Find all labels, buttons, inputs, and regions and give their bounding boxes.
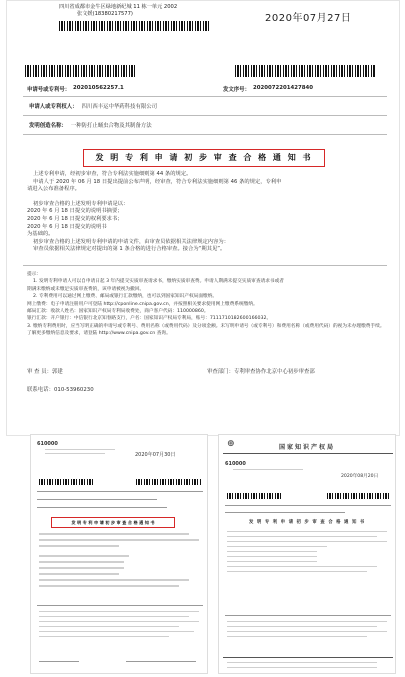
notice-title: 发 明 专 利 申 请 初 步 审 查 合 格 通 知 书: [249, 520, 366, 525]
text-line: [39, 561, 124, 563]
text-line: [39, 555, 129, 557]
invention-title-label: 发明创造名称：: [29, 123, 67, 129]
text-line: [39, 631, 194, 632]
notes-line: 2. 专利费用可以通过网上缴费、邮局或银行汇款缴纳，也可以到国家知识产权局面缴纳。: [33, 294, 218, 300]
text-line: [227, 631, 387, 632]
address-block: [59, 4, 244, 18]
org-name: 国家知识产权局: [279, 444, 336, 451]
text-line: [39, 616, 189, 617]
applicant-value: 四川西丰运中华药科技有限公司: [81, 104, 158, 110]
notes-line: 提示：: [27, 272, 42, 277]
application-no-label: 申请号或专利号：: [27, 87, 71, 93]
address-line: [233, 469, 303, 470]
notes-line: 邮局汇款：收款人姓名：国家知识产权局专利局收费处，商户客户代码：110000860。: [27, 309, 209, 315]
text-line: [227, 531, 387, 532]
text-line: [39, 533, 189, 535]
address-barcode: [59, 21, 209, 31]
title-row: [37, 507, 167, 508]
body-line: 审查员依据相关法律规定对提出的第 1 条合格的进行合格审查。接合为“期其见”。: [33, 246, 226, 253]
text-line: [227, 551, 317, 552]
body-line: [27, 194, 387, 201]
examiner-line: [39, 661, 79, 662]
doc-no: 2020072201427840: [253, 85, 314, 91]
text-line: [227, 566, 377, 567]
title-row: [29, 121, 152, 129]
barcode-right: [136, 479, 201, 485]
body-line: 申请人于 2020 年 06 月 18 日提出提前公布声明，经审查，符合专利法实施细则第 46 条的规定，专利申: [33, 178, 282, 185]
text-line: [227, 626, 377, 627]
footer-rule: [223, 657, 393, 658]
text-line: [39, 579, 189, 581]
applicant-row: [225, 512, 345, 513]
text-line: [227, 536, 377, 537]
department-line: [126, 661, 196, 662]
divider: [23, 134, 387, 135]
address-line: 张文媛(18380217577): [77, 11, 133, 17]
exam-department: 审查部门：专利审查协作北京中心初步审查部: [207, 369, 315, 375]
barcode-left: [25, 65, 135, 77]
number-row: [37, 491, 203, 492]
body-line: 2020 年 6 月 18 日提交的说明书: [27, 223, 107, 230]
text-line: [227, 636, 367, 637]
divider: [23, 115, 387, 116]
text-line: [227, 541, 387, 542]
notes-line: 了解更多缴纳信息及要求，请登陆 http://www.cnipa.gov.cn 查询。: [27, 331, 171, 337]
notes-line: 1. 发明专利申请人可以自申请日起 3 年内提交实质审查请求书，缴纳实质审查费。申请人期满未提交实质审查请求书或者: [33, 279, 284, 285]
barcode-right: [327, 493, 389, 499]
issue-date: 2020年07月27日: [265, 13, 352, 24]
text-line: [39, 626, 179, 627]
divider: [225, 615, 391, 616]
notes-block: [27, 271, 387, 338]
body-line: 2020 年 6 月 18 日提交的说明书摘要；: [27, 208, 123, 215]
applicant-row: [29, 102, 157, 110]
text-line: [39, 567, 124, 569]
contact-phone: 联系电话：010-53960230: [27, 387, 94, 393]
application-no: 202010562257.1: [73, 85, 124, 91]
text-line: [227, 556, 317, 557]
text-line: [227, 621, 387, 622]
notice-thumbnail-2: [218, 434, 396, 674]
footer-line: [227, 662, 377, 663]
postcode: 610000: [225, 461, 246, 467]
notes-line: 银行汇款：开户银行：中信银行北京知春路支行，户名：国家知识产权局专利局，账号：7111710182600166032。: [27, 316, 272, 322]
barcode-left: [39, 479, 94, 485]
address-line: 四川省成都市金牛区绿地新纪城 11 栋一单元 2002: [59, 4, 178, 10]
doc-no-label: 发文序号：: [223, 87, 250, 93]
footer-line: [227, 667, 377, 668]
postcode: 610000: [37, 441, 58, 447]
applicant-row: [37, 499, 157, 500]
invention-title-value: 一种防打止蛹虫合物及其制备方法: [70, 123, 152, 129]
divider: [23, 96, 387, 97]
body-line: 请进入公布准备程序。: [27, 186, 80, 193]
body-line: 2020 年 6 月 18 日提交的权利要求书；: [27, 215, 123, 222]
main-notice-document: [6, 0, 400, 436]
address-line: [45, 453, 105, 454]
notice-title-box: 发 明 专 利 申 请 初 步 审 查 合 格 通 知 书: [51, 517, 175, 528]
body-line: 上述专利申请，经初步审查，符合专利法实施细则第 44 条的规定。: [33, 171, 192, 177]
body-line: 为基础的。: [27, 231, 54, 238]
notice-body: [27, 171, 387, 254]
text-line: [39, 611, 199, 612]
text-line: [39, 539, 199, 541]
issue-date: 2020年08月20日: [341, 474, 379, 479]
divider: [37, 605, 203, 606]
notice-thumbnail-1: [30, 434, 208, 674]
text-line: [39, 573, 119, 575]
notes-line: 期满未缴纳或未缴足实质审查费的，该申请被视为撤回。: [27, 286, 145, 292]
header-rule: [223, 453, 393, 454]
body-line: 初步审查合格的上述发明专利申请是以：: [33, 200, 129, 207]
notice-title-box: 发 明 专 利 申 请 初 步 审 查 合 格 通 知 书: [83, 149, 325, 167]
text-line: [227, 546, 327, 547]
issue-date: 2020年07月30日: [135, 452, 176, 458]
applicant-label: 申请人或专利权人：: [29, 104, 78, 110]
number-row: [225, 505, 391, 506]
text-line: [39, 636, 169, 637]
barcode-left: [227, 493, 282, 499]
barcode-right: [235, 65, 375, 77]
divider: [23, 265, 387, 266]
notes-line: 3. 缴纳专利费用时，应当写明正确的申请号或专利号、费用名称（或费用代码）及分项金额。未写明申请号（或专利号）和费用名称（或费用代码）的视为未办理缴费手续。: [27, 323, 385, 329]
text-line: [39, 621, 199, 622]
text-line: [39, 545, 119, 547]
text-line: [227, 561, 317, 562]
text-line: [39, 585, 179, 587]
examiner: 审 查 员：郭建: [27, 369, 63, 375]
body-line: 初步审查合格的上述发明专利申请的申请文件，由审查员依据相关法律规定内容为：: [33, 238, 229, 245]
cnipa-logo-icon: ⊕: [227, 439, 235, 449]
notes-line: 网上缴费：电子申请注册用户可登陆 http://cponline.cnipa.gov.cn，并按照相关要求使用网上缴费系统缴纳。: [27, 301, 258, 307]
text-line: [227, 571, 367, 572]
address-line: [45, 449, 115, 450]
